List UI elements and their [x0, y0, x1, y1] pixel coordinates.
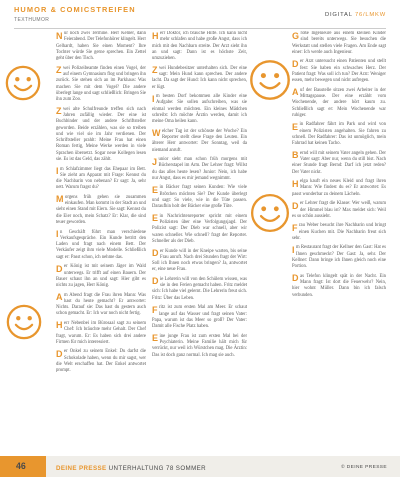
drop-initial: D: [292, 58, 299, 69]
footer-title-brand: DEINE PRESSE: [56, 465, 107, 472]
page-number: 46: [16, 461, 26, 471]
joke-paragraph: [56, 293, 146, 318]
joke-text: ur noch zwei Termine. Herr Kemer, dann Feierabend. Der Telefonhörer klingelt. Herr Gelhardt, haben Sie einen Moment? Ihre Tochter würde Sie gerne sprechen. Ein Zettel geht über den Tisch.: [56, 31, 146, 62]
joke-text: ie Lehrerin will von den Schülern wissen, was sie in den Ferien gemacht haben. Fritz meldet sich: Ich habe viel gelernt. Die Lehrerin freut sich. Fritz: Über das Leben.: [152, 276, 247, 301]
joke-text: er Arzt untersucht einen Patienten und stellt fest: Sie haben ein schwaches Herz. Der Patient fragt: Was soll ich tun? Der Arzt: Weniger essen, mehr bewegen und nicht aufregen.: [292, 59, 386, 84]
joke-text: m besten Dorf bekommen alle Kinder eine Aufgabe: Sie sollen aufschreiben, was sie einmal werden möchten. Ein kleines Mädchen schreibt: Ich möchte Ärztin werden, damit ich meine Oma heilen kann.: [152, 94, 247, 125]
joke-paragraph: [292, 179, 386, 198]
joke-text: ritz ist zum ersten Mal am Meer. Er schaut lange auf das Wasser und fragt seinen Vater: Papa, warum ist das Meer so groß? Der Vater: Damit alle Fische Platz haben.: [152, 305, 247, 330]
joke-text: wei Polizeibeamte finden einen Vogel, der auf einem Gymnasium flog und bringen ihn zurück. Sie stehen sich an im Parkhaus: Was machen Sie mit dem Vogel? Die andere überlegt lange und sagt schließlich: Bringen Sie ihn zum Zoo.: [56, 65, 146, 103]
joke-paragraph: [56, 66, 146, 104]
joke-paragraph: [292, 31, 386, 56]
drop-initial: I: [292, 244, 295, 255]
drop-initial: D: [292, 200, 299, 211]
joke-paragraph: [56, 167, 146, 192]
footer-publication-title: [56, 465, 206, 472]
joke-text: ine junge Frau ist zum ersten Mal bei der Psychiaterin. Meine Familie hält mich für verrückt, nur weil ich Würstchen mag. Die Ärztin: Das ist doch ganz normal. Ich mag sie auch.: [152, 333, 247, 358]
joke-paragraph: [152, 214, 247, 245]
text-column-2: [152, 31, 247, 448]
joke-paragraph: [152, 305, 247, 330]
joke-text: in Radfahrer fährt im Park und wird von einem Polizisten angehalten. Sie fahren zu schnell. Der Radfahrer: Das ist unmöglich, mein Fahrrad hat keinen Tacho.: [292, 122, 386, 147]
joke-text: err Doktor, ich brauche Hilfe. Ich kann nicht mehr schlafen und habe große Angst, dass ich mich mit den Nachbarn streite. Der Arzt sieht ihn an und sagt: Dann ist es höchste Zeit, umzuziehen.: [152, 31, 247, 62]
joke-paragraph: [152, 94, 247, 125]
joke-paragraph: [292, 274, 386, 299]
drop-initial: G: [292, 31, 300, 41]
drop-initial: I: [56, 229, 59, 240]
joke-text: ernd will mit seinem Vater angeln gehen. Der Vater sagt: Aber nur, wenn du still bist. Nach einer Stunde fragt Bernd: Darf ich jetzt reden? Der Vater nickt.: [292, 150, 386, 175]
smiley-icon: [249, 192, 291, 234]
joke-text: m Schlafzimmer liegt das Ehepaar im Bett. Sie zieht am Apparat mit Frage: Kennst du die Nachbarin von nebenan? Er sagt: Ja, sehr nett. Warum fragst du?: [56, 166, 146, 191]
drop-initial: H: [152, 31, 159, 41]
drop-initial: J: [152, 156, 158, 167]
drop-initial: F: [152, 304, 158, 315]
drop-initial: D: [152, 248, 159, 259]
joke-paragraph: [152, 185, 247, 210]
joke-text: rau Weber besucht ihre Nachbarin und bringt einen Kuchen mit. Die Nachbarin freut sich sehr.: [292, 223, 386, 241]
smiley-icon: [4, 64, 42, 102]
joke-text: as Telefon klingelt spät in der Nacht. Ein Mann fragt: Ist dort die Feuerwehr? Nein, hier wohnt Müller. Dann bin ich falsch verbunden.: [292, 273, 386, 298]
joke-text: err Nebenbei im Bürosaal sagt zu seinem Chef: Ich bräuchte mehr Gehalt. Der Chef fragt, warum. Er: Es haben sich drei andere Firmen für mich interessiert.: [56, 320, 146, 345]
header-rule: [14, 28, 386, 29]
joke-paragraph: [152, 249, 247, 274]
drop-initial: H: [56, 320, 63, 331]
joke-paragraph: [56, 107, 146, 164]
section-subkicker: TEXTHUMOR: [14, 17, 50, 23]
joke-text: er König ist mit seinem Jäger im Wald unterwegs. Er trifft auf einen Bauern. Der Bauer schaut ihn an und sagt: Hier gibt es nichts zu jagen, Herr König.: [56, 264, 146, 289]
drop-initial: E: [152, 333, 159, 344]
drop-initial: I: [152, 93, 155, 104]
joke-paragraph: [152, 31, 247, 62]
drop-initial: W: [152, 128, 161, 139]
joke-paragraph: [56, 195, 146, 226]
drop-initial: D: [292, 273, 299, 284]
joke-paragraph: [56, 349, 146, 374]
drop-initial: H: [292, 178, 299, 189]
footer-title-issue: UNTERHALTUNG 78 SOMMER: [108, 465, 207, 472]
joke-paragraph: [56, 264, 146, 289]
joke-paragraph: [56, 230, 146, 261]
joke-text: n Geschäft führt man verschiedene Verkaufsgespräche. Ein Kunde betritt den Laden und fragt nach einem Bett. Der Verkäufer zeigt ihm viele Modelle. Schließlich sagt er: Passt schon, ich nehme das.: [56, 229, 146, 260]
drop-initial: Z: [152, 65, 158, 76]
section-kicker: HUMOR & COMICSTREIFEN: [14, 5, 136, 14]
joke-paragraph: [292, 88, 386, 119]
joke-text: orgens früh gehen sie zusammen einkaufen. Man kommt in der Stadt an und sieht einen Stand mit Eiern. Sie sagt: Kennst du die Eier noch, mein Schatz? Er: Klar, die sind teuer geworden.: [56, 194, 146, 226]
joke-paragraph: [292, 201, 386, 220]
joke-paragraph: [292, 151, 386, 176]
joke-paragraph: [152, 129, 247, 154]
joke-text: wei alte Schulfreunde treffen sich nach Jahren zufällig wieder. Der eine ist Buchbinder und der andere Schriftsteller geworden. Beide erzählen, was sie so treiben und wie viel sie im Jahr verdienen. Der Schriftsteller prahlt: Meine Frau hat einen Roman fertig, Meine Werke werden in viele Sprachen übersetzt. Sogar neue Kollegen lesen sie. Es ist das Geld, das zählt.: [56, 106, 146, 163]
page-header: [14, 5, 386, 29]
joke-paragraph: [292, 245, 386, 270]
drop-initial: I: [56, 166, 59, 176]
joke-text: in Bäcker fragt seinen Kunden: Wie viele Brötchen möchten Sie? Der Kunde überlegt und sagt: So viele, wie in die Tüte passen. Daraufhin holt der Bäcker eine große Tüte.: [152, 185, 247, 210]
drop-initial: E: [152, 184, 159, 195]
text-column-1: [56, 31, 146, 448]
joke-text: elcher Tag ist der schönste der Woche? Ein Reporter stellt diese Frage den Leuten. Ein älterer Herr antwortet: Der Sonntag, weil da niemand anruft.: [152, 128, 247, 153]
digital-label: [325, 12, 386, 18]
joke-text: in Nachrichtenreporter spricht mit einem Polizisten über eine Verfolgungsjagd. Der Polizist sagt: Der Dieb war schnell, aber wir waren schneller. Wie schnell? fragt der Reporter. Schneller als der Dieb.: [152, 213, 247, 245]
joke-text: elga kauft ein neues Kleid und fragt ihren Mann: Wie findest du es? Er antwortet: Es passt wunderbar zu deinem Lächeln.: [292, 179, 386, 197]
joke-text: uf der Baustelle sitzen zwei Arbeiter in der Mittagspause. Der eine erzählt vom Wochenende, der andere hört kaum zu. Schließlich sagt er: Mein Wochenende war ruhiger.: [292, 87, 386, 118]
joke-paragraph: [152, 157, 247, 182]
digital-label-text: DIGITAL: [325, 12, 353, 18]
joke-paragraph: [152, 277, 247, 302]
joke-paragraph: [56, 321, 146, 346]
drop-initial: A: [56, 292, 63, 303]
joke-paragraph: [152, 66, 247, 91]
drop-initial: D: [56, 263, 63, 274]
joke-text: m Restaurant fragt der Kellner den Gast: Hat es Ihnen geschmeckt? Der Gast: Ja, sehr. Der Kellner: Dann bringe ich Ihnen gleich noch eine Portion.: [292, 245, 386, 270]
drop-initial: D: [56, 348, 63, 359]
drop-initial: E: [152, 213, 159, 224]
joke-paragraph: [292, 122, 386, 147]
drop-initial: Z: [56, 106, 62, 117]
smiley-icon: [5, 303, 43, 341]
joke-text: er Lehrer fragt die Klasse: Wer weiß, warum der Himmel blau ist? Max meldet sich: Weil es so schön aussieht.: [292, 201, 386, 219]
drop-initial: D: [152, 276, 159, 287]
drop-initial: B: [292, 150, 299, 161]
joke-text: unior sieht man schon früh morgens mit Bücherstapel im Arm. Der Lehrer fragt: Willst du das alles heute lesen? Junior: Nein, ich habe nur Angst, dass es mir jemand wegnimmt.: [152, 157, 247, 181]
joke-text: m Abend fragt die Frau ihren Mann: Was hast du heute gemacht? Er antwortet: Nichts. Darauf sie: Das hast du gestern auch schon gemacht. Er: Ich war noch nicht fertig.: [56, 292, 146, 317]
digital-label-code: 76/LMKW: [354, 12, 386, 18]
joke-text: roße Ingenieure aus einem kleinen Kinder sind bereits unterwegs. Sie besuchen die Werkstatt und stellen viele Fragen. Am Ende sagt einer: Ich werde auch Ingenieur.: [292, 31, 386, 55]
joke-paragraph: [152, 334, 247, 359]
drop-initial: M: [56, 194, 64, 205]
joke-paragraph: [56, 31, 146, 62]
joke-text: er Onkel zu seinem Enkel: Du darfst die Schokolade haben, wenn du mir sagst, wer die Welt erschaffen hat. Der Enkel antwortet prompt.: [56, 349, 146, 374]
smiley-icon: [248, 58, 292, 102]
joke-paragraph: [292, 223, 386, 242]
drop-initial: A: [292, 87, 299, 98]
joke-paragraph: [292, 59, 386, 84]
drop-initial: Z: [56, 65, 62, 76]
drop-initial: E: [292, 121, 299, 132]
joke-text: wei Hundebesitzer unterhalten sich. Der eine sagt: Mein Hund kann sprechen. Der andere lacht. Da sagt der Hund: Ich kann nicht sprechen, er lügt.: [152, 65, 247, 90]
footer-copyright: © DEINE PRESSE: [341, 465, 387, 470]
text-column-3: [292, 31, 386, 448]
drop-initial: F: [292, 222, 298, 233]
joke-text: er Kunde will in der Kneipe warten, bis seine Frau anruft. Nach drei Stunden fragt der Wirt: Soll ich Ihnen noch etwas bringen? Ja, antwortet er, eine neue Frau.: [152, 248, 247, 273]
drop-initial: N: [56, 31, 63, 41]
